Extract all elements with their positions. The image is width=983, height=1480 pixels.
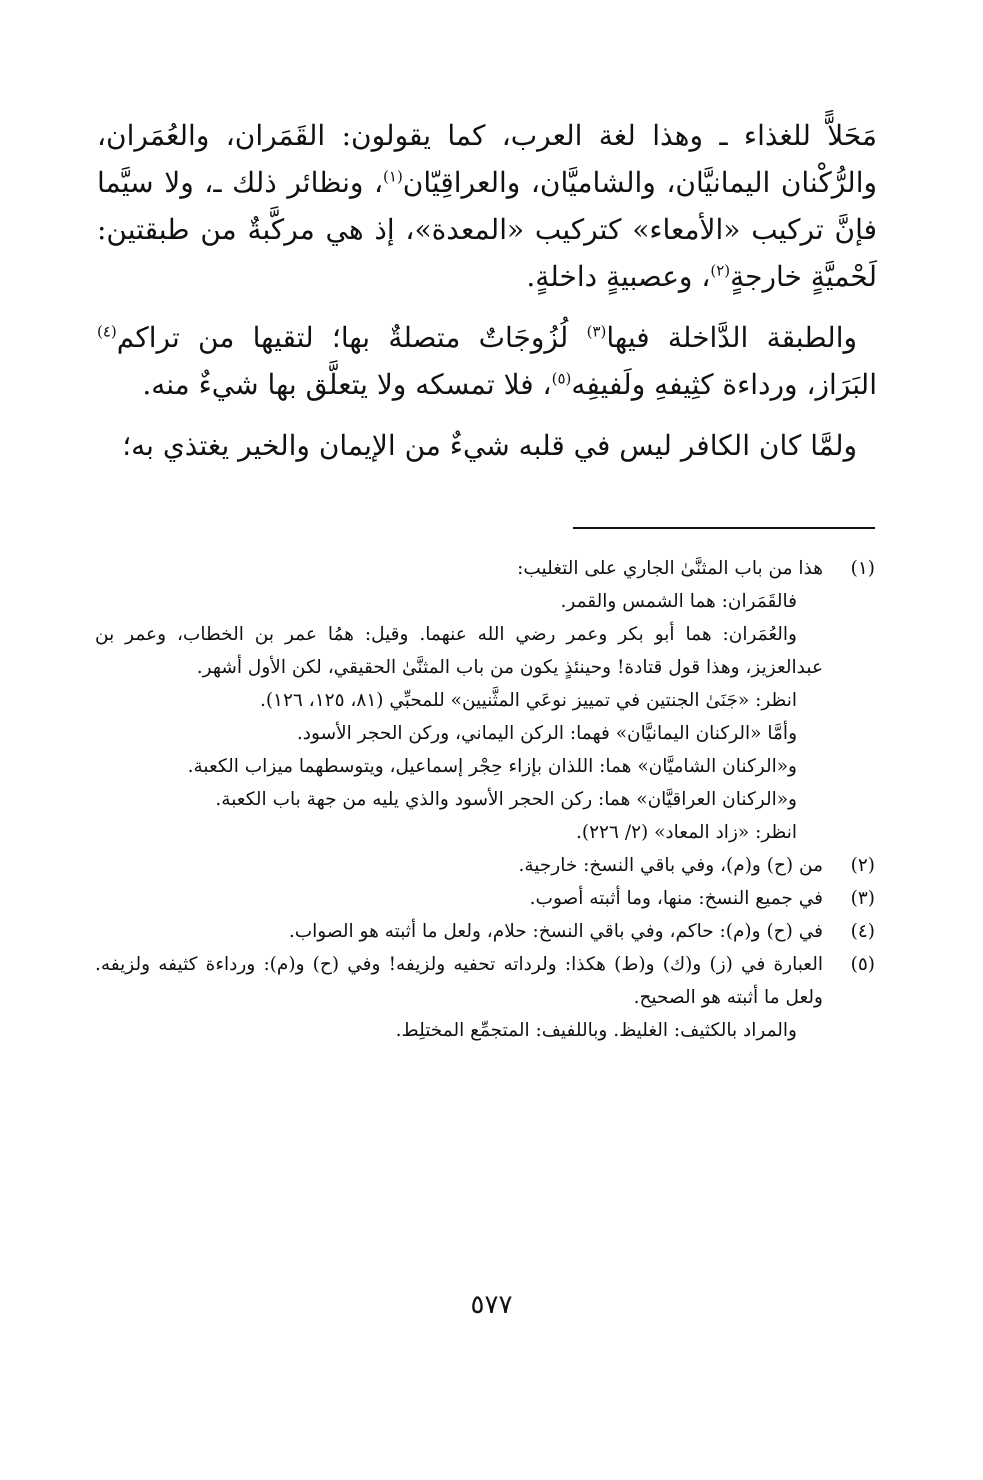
paragraph-2-text-c: البَرَاز، ورداءة كثِيفهِ ولَفيفِه bbox=[571, 368, 877, 401]
footnote-number: (٥) bbox=[850, 954, 875, 975]
footnote-ref-2[interactable]: (٢) bbox=[710, 261, 731, 280]
paragraph-3 bbox=[97, 422, 877, 469]
footnote-ref-4[interactable]: (٤) bbox=[97, 322, 117, 341]
footnote-line: انظر: «زاد المعاد» (٢/ ٢٢٦). bbox=[576, 822, 797, 843]
footnote-2 bbox=[95, 849, 875, 882]
footnote-1 bbox=[95, 552, 875, 849]
footnote-separator bbox=[573, 527, 875, 529]
footnote-line: و«الركنان العراقيَّان» هما: ركن الحجر الأسود والذي يليه من جهة باب الكعبة. bbox=[215, 789, 797, 810]
paragraph-1-text-b: ، ونظائر ذلك ـ، ولا سيَّما فإنَّ تركيب «الأمعاء» كتركيب «المعدة»، إذ هي مركَّبةٌ من طبقتين: لَحْميَّةٍ خارجةٍ bbox=[97, 166, 877, 293]
footnote-line: العبارة في (ز) و(ك) و(ط) هكذا: ولرداته تحفيه ولزيفه! وفي (ح) و(م): ورداءة كثيفه ولزيفه. ولعل ما أثبته هو الصحيح. bbox=[95, 954, 823, 1008]
footnote-line: وأمَّا «الركنان اليمانيَّان» فهما: الركن اليماني، وركن الحجر الأسود. bbox=[296, 723, 797, 744]
footnote-line: انظر: «جَنَىٰ الجنتين في تمييز نوعَي المثَّنيين» للمحبِّي (٨١، ١٢٥، ١٢٦). bbox=[259, 690, 797, 711]
paragraph-1 bbox=[97, 112, 877, 300]
footnote-body: في (ح) و(م): حاكم، وفي باقي النسخ: حلام، ولعل ما أثبته هو الصواب. bbox=[288, 921, 823, 942]
paragraph-2 bbox=[97, 314, 877, 408]
footnote-line: والعُمَران: هما أبو بكر وعمر رضي الله عنهما. وقيل: همُا عمر بن الخطاب، وعمر بن عبدالعزيز، وهذا قول قتادة! وحينئذٍ يكون من باب المثنَّىٰ الحقيقي، لكن الأول أشهر. bbox=[95, 624, 823, 678]
footnote-ref-3[interactable]: (٣) bbox=[586, 322, 607, 341]
paragraph-2-text-b: لُزُوجَاتٌ متصلةٌ بها؛ لتقيها من تراكم bbox=[116, 321, 587, 354]
paragraph-1-text-c: ، وعصبيةٍ داخلةٍ. bbox=[526, 260, 711, 293]
footnote-line: هذا من باب المثنَّىٰ الجاري على التغليب: bbox=[517, 558, 823, 579]
footnote-number: (٤) bbox=[850, 921, 875, 942]
paragraph-1-text-a: مَحَلاًّ للغذاء ـ وهذا لغة العرب، كما يقولون: القَمَران، والعُمَران، والرُّكْنان اليمانيَّان، والشاميَّان، والعراقِيّان bbox=[97, 119, 877, 199]
footnote-body: في جميع النسخ: منها، وما أثبته أصوب. bbox=[529, 888, 823, 909]
footnote-3 bbox=[95, 882, 875, 915]
page-number: ٥٧٧ bbox=[470, 1290, 513, 1320]
footnote-ref-5[interactable]: (٥) bbox=[551, 369, 572, 388]
paragraph-2-text-a: والطبقة الدَّاخلة فيها bbox=[606, 321, 857, 354]
main-text bbox=[97, 112, 877, 483]
footnote-line: و«الركنان الشاميَّان» هما: اللذان بإزاء حِجْر إسماعيل، ويتوسطهما ميزاب الكعبة. bbox=[187, 756, 797, 777]
footnote-ref-1[interactable]: (١) bbox=[383, 167, 403, 186]
footnote-body bbox=[95, 948, 823, 1047]
paragraph-3-text: ولمَّا كان الكافر ليس في قلبه شيءٌ من الإيمان والخير يغتذي به؛ bbox=[122, 429, 857, 462]
footnote-body bbox=[95, 552, 823, 849]
footnote-number: (٣) bbox=[850, 888, 875, 909]
footnote-line: والمراد بالكثيف: الغليظ. وباللفيف: المتجمِّع المختلِط. bbox=[395, 1020, 797, 1041]
footnote-4 bbox=[95, 915, 875, 948]
footnote-number: (١) bbox=[850, 558, 875, 579]
footnote-line: فالقَمَران: هما الشمس والقمر. bbox=[560, 591, 797, 612]
footnote-5 bbox=[95, 948, 875, 1047]
footnotes bbox=[95, 552, 875, 1047]
paragraph-2-text-d: ، فلا تمسكه ولا يتعلَّق بها شيءٌ منه. bbox=[142, 368, 552, 401]
footnote-number: (٢) bbox=[850, 855, 875, 876]
footnote-body: من (ح) و(م)، وفي باقي النسخ: خارجية. bbox=[518, 855, 823, 876]
